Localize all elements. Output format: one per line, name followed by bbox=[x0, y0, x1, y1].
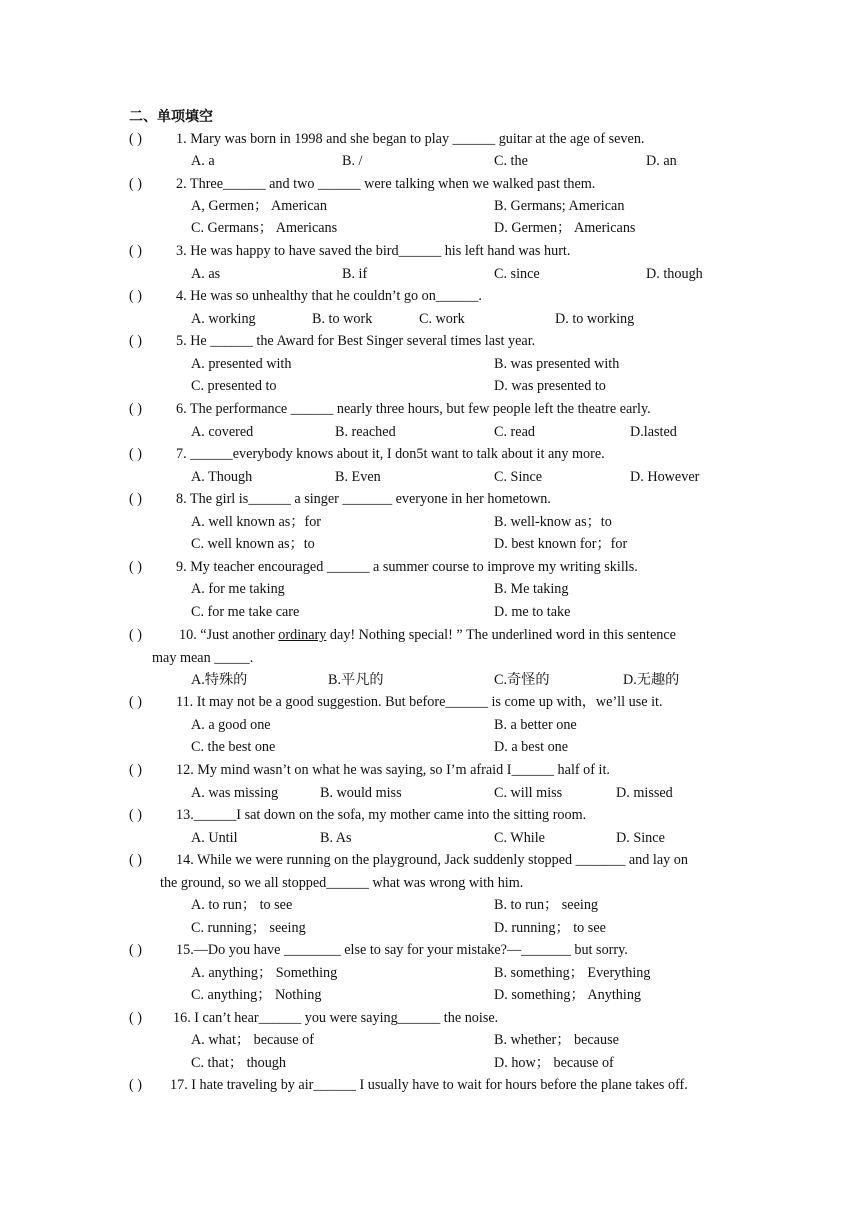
answer-paren: ( ) bbox=[129, 288, 142, 304]
question-text: 16. I can’t hear______ you were saying______ the noise. bbox=[173, 1010, 499, 1026]
option-b: B. Even bbox=[335, 469, 381, 485]
option-c: C. presented to bbox=[191, 378, 277, 394]
option-b: B. Germans; American bbox=[494, 198, 625, 214]
option-c: C. well known as；to bbox=[191, 536, 315, 552]
option-a: A. Though bbox=[191, 469, 253, 485]
option-c: C. Germans； Americans bbox=[191, 220, 338, 236]
option-d: D. missed bbox=[616, 785, 673, 801]
option-a: A. as bbox=[191, 266, 221, 282]
option-c: C. for me take care bbox=[191, 604, 300, 620]
option-b: B. to run； seeing bbox=[494, 897, 599, 913]
option-a: A, Germen； American bbox=[191, 198, 327, 214]
answer-paren: ( ) bbox=[129, 131, 142, 147]
option-a: A. for me taking bbox=[191, 581, 285, 597]
question-text: 5. He ______ the Award for Best Singer several times last year. bbox=[176, 333, 536, 349]
option-d: D. how； because of bbox=[494, 1055, 614, 1071]
section-title: 二、单项填空 bbox=[129, 109, 213, 125]
question-text: 17. I hate traveling by air______ I usually have to wait for hours before the plane takes off. bbox=[170, 1077, 688, 1093]
question-text: 3. He was happy to have saved the bird______ his left hand was hurt. bbox=[176, 243, 571, 259]
option-a: A.特殊的 bbox=[191, 672, 248, 688]
question-text: 12. My mind wasn’t on what he was saying, so I’m afraid I______ half of it. bbox=[176, 762, 610, 778]
option-c: C. running； seeing bbox=[191, 920, 306, 936]
option-c: C. that； though bbox=[191, 1055, 286, 1071]
option-b: B. was presented with bbox=[494, 356, 620, 372]
option-c: C. since bbox=[494, 266, 540, 282]
option-a: A. anything； Something bbox=[191, 965, 338, 981]
option-b: B.平凡的 bbox=[328, 672, 384, 688]
answer-paren: ( ) bbox=[129, 627, 142, 643]
answer-paren: ( ) bbox=[129, 176, 142, 192]
option-a: A. presented with bbox=[191, 356, 292, 372]
option-a: A. working bbox=[191, 311, 256, 327]
option-a: A. Until bbox=[191, 830, 238, 846]
option-c: C. work bbox=[419, 311, 465, 327]
option-d: D.lasted bbox=[630, 424, 677, 440]
option-a: A. what； because of bbox=[191, 1032, 314, 1048]
option-d: D. was presented to bbox=[494, 378, 606, 394]
option-d: D. running； to see bbox=[494, 920, 606, 936]
answer-paren: ( ) bbox=[129, 401, 142, 417]
answer-paren: ( ) bbox=[129, 1010, 142, 1026]
option-c: C. While bbox=[494, 830, 545, 846]
question-text-continued: may mean _____. bbox=[152, 650, 254, 666]
option-c: C. the bbox=[494, 153, 528, 169]
answer-paren: ( ) bbox=[129, 333, 142, 349]
option-d: D. Germen； Americans bbox=[494, 220, 636, 236]
answer-paren: ( ) bbox=[129, 694, 142, 710]
option-b: B. whether； because bbox=[494, 1032, 619, 1048]
option-d: D. to working bbox=[555, 311, 635, 327]
underlined-word: ordinary bbox=[278, 627, 327, 643]
option-c: C. anything； Nothing bbox=[191, 987, 322, 1003]
question-text: 14. While we were running on the playground, Jack suddenly stopped _______ and lay on bbox=[176, 852, 688, 868]
option-b: B. a better one bbox=[494, 717, 577, 733]
option-d: D. me to take bbox=[494, 604, 571, 620]
answer-paren: ( ) bbox=[129, 942, 142, 958]
answer-paren: ( ) bbox=[129, 559, 142, 575]
question-text: 11. It may not be a good suggestion. But before______ is come up with，we’ll use it. bbox=[176, 694, 663, 710]
question-text: 9. My teacher encouraged ______ a summer course to improve my writing skills. bbox=[176, 559, 638, 575]
question-text: 2. Three______ and two ______ were talking when we walked past them. bbox=[176, 176, 596, 192]
option-d: D. However bbox=[630, 469, 700, 485]
option-c: C.奇怪的 bbox=[494, 672, 550, 688]
option-b: B. to work bbox=[312, 311, 373, 327]
option-b: B. would miss bbox=[320, 785, 402, 801]
option-a: A. a bbox=[191, 153, 215, 169]
option-a: A. was missing bbox=[191, 785, 279, 801]
question-text: 4. He was so unhealthy that he couldn’t go on______. bbox=[176, 288, 482, 304]
option-d: D. best known for；for bbox=[494, 536, 628, 552]
option-b: B. if bbox=[342, 266, 368, 282]
option-d: D. a best one bbox=[494, 739, 569, 755]
option-c: C. the best one bbox=[191, 739, 276, 755]
answer-paren: ( ) bbox=[129, 852, 142, 868]
option-a: A. a good one bbox=[191, 717, 271, 733]
question-text: 6. The performance ______ nearly three hours, but few people left the theatre early. bbox=[176, 401, 651, 417]
option-b: B. well-know as；to bbox=[494, 514, 612, 530]
answer-paren: ( ) bbox=[129, 243, 142, 259]
question-text: 7. ______everybody knows about it, I don5t want to talk about it any more. bbox=[176, 446, 605, 462]
question-text: 1. Mary was born in 1998 and she began to play ______ guitar at the age of seven. bbox=[176, 131, 645, 147]
option-b: B. reached bbox=[335, 424, 396, 440]
question-text: 13.______I sat down on the sofa, my mother came into the sitting room. bbox=[176, 807, 587, 823]
option-b: B. As bbox=[320, 830, 352, 846]
option-d: D.无趣的 bbox=[623, 672, 680, 688]
option-d: D. an bbox=[646, 153, 677, 169]
question-text: 10. “Just another ordinary day! Nothing special! ” The underlined word in this sentence bbox=[179, 627, 676, 643]
option-a: A. well known as；for bbox=[191, 514, 322, 530]
option-a: A. covered bbox=[191, 424, 254, 440]
option-d: D. something； Anything bbox=[494, 987, 642, 1003]
option-b: B. Me taking bbox=[494, 581, 569, 597]
question-text: 15.—Do you have ________ else to say for your mistake?—_______ but sorry. bbox=[176, 942, 628, 958]
answer-paren: ( ) bbox=[129, 762, 142, 778]
question-text: 8. The girl is______ a singer _______ everyone in her hometown. bbox=[176, 491, 551, 507]
option-d: D. though bbox=[646, 266, 703, 282]
option-c: C. read bbox=[494, 424, 535, 440]
option-b: B. something； Everything bbox=[494, 965, 651, 981]
question-text-continued: the ground, so we all stopped______ what was wrong with him. bbox=[160, 875, 524, 891]
option-b: B. / bbox=[342, 153, 363, 169]
option-d: D. Since bbox=[616, 830, 665, 846]
answer-paren: ( ) bbox=[129, 446, 142, 462]
option-a: A. to run； to see bbox=[191, 897, 293, 913]
answer-paren: ( ) bbox=[129, 807, 142, 823]
option-c: C. Since bbox=[494, 469, 543, 485]
option-c: C. will miss bbox=[494, 785, 563, 801]
answer-paren: ( ) bbox=[129, 1077, 142, 1093]
answer-paren: ( ) bbox=[129, 491, 142, 507]
